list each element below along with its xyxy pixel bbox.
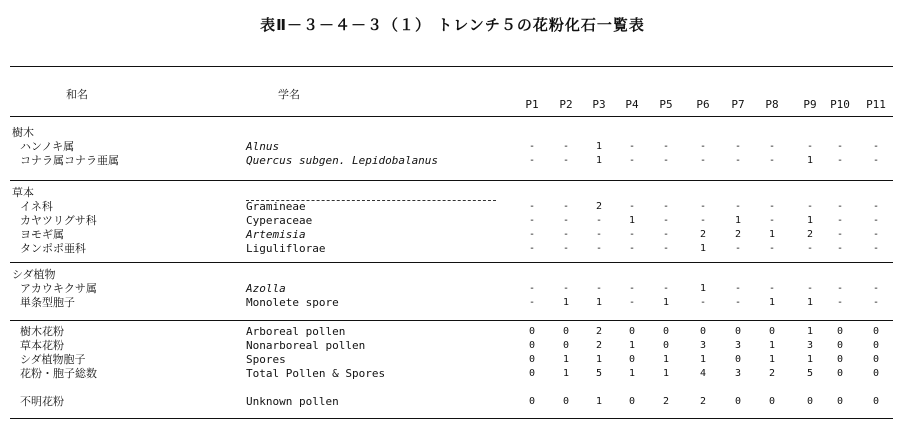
table-cell: 0 bbox=[872, 340, 880, 351]
table-cell: 1 bbox=[662, 354, 670, 365]
table-cell: 0 bbox=[562, 340, 570, 351]
table-cell: - bbox=[734, 201, 742, 212]
top-rule bbox=[10, 66, 893, 67]
table-cell: 0 bbox=[836, 326, 844, 337]
row-wamei: カヤツリグサ科 bbox=[20, 214, 97, 227]
table-cell: - bbox=[768, 155, 776, 166]
table-cell: 0 bbox=[662, 340, 670, 351]
table-cell: - bbox=[806, 243, 814, 254]
table-title: 表Ⅱ－３－４－３（１） トレンチ５の花粉化石一覧表 bbox=[260, 16, 645, 34]
table-cell: 2 bbox=[699, 396, 707, 407]
table-cell: - bbox=[836, 201, 844, 212]
table-cell: - bbox=[562, 141, 570, 152]
table-cell: 1 bbox=[768, 340, 776, 351]
table-cell: - bbox=[768, 201, 776, 212]
column-header: P2 bbox=[559, 98, 573, 111]
table-cell: 2 bbox=[662, 396, 670, 407]
column-header: P1 bbox=[525, 98, 539, 111]
row-wamei: タンポポ亜科 bbox=[20, 242, 86, 255]
table-cell: 0 bbox=[768, 326, 776, 337]
table-cell: - bbox=[628, 243, 636, 254]
row-gakumei: Artemisia bbox=[246, 228, 306, 241]
table-cell: - bbox=[806, 283, 814, 294]
row-wamei: 草本花粉 bbox=[20, 339, 64, 352]
table-cell: - bbox=[628, 155, 636, 166]
table-cell: - bbox=[528, 141, 536, 152]
table-cell: - bbox=[662, 201, 670, 212]
table-cell: 1 bbox=[628, 215, 636, 226]
group-label: シダ植物 bbox=[12, 268, 56, 281]
row-wamei: コナラ属コナラ亜属 bbox=[20, 154, 119, 167]
table-cell: 1 bbox=[562, 354, 570, 365]
table-cell: - bbox=[562, 283, 570, 294]
table-cell: - bbox=[528, 201, 536, 212]
table-cell: - bbox=[699, 201, 707, 212]
dashed-rule bbox=[246, 200, 496, 201]
table-cell: 0 bbox=[528, 354, 536, 365]
table-cell: 1 bbox=[806, 155, 814, 166]
table-cell: 0 bbox=[562, 326, 570, 337]
table-cell: - bbox=[836, 283, 844, 294]
row-gakumei: Unknown pollen bbox=[246, 395, 339, 408]
table-cell: - bbox=[595, 283, 603, 294]
table-cell: - bbox=[872, 283, 880, 294]
table-cell: 1 bbox=[662, 297, 670, 308]
table-cell: - bbox=[562, 201, 570, 212]
row-gakumei: Nonarboreal pollen bbox=[246, 339, 366, 352]
row-gakumei: Cyperaceae bbox=[246, 214, 313, 227]
table-cell: - bbox=[768, 215, 776, 226]
table-cell: - bbox=[699, 297, 707, 308]
column-header: P5 bbox=[659, 98, 673, 111]
table-cell: 3 bbox=[699, 340, 707, 351]
table-cell: - bbox=[628, 283, 636, 294]
table-cell: 0 bbox=[699, 326, 707, 337]
row-gakumei: Alnus bbox=[246, 140, 280, 153]
table-cell: - bbox=[836, 297, 844, 308]
table-cell: - bbox=[836, 141, 844, 152]
column-header: P11 bbox=[866, 98, 886, 111]
table-cell: 0 bbox=[836, 354, 844, 365]
table-cell: - bbox=[595, 215, 603, 226]
table-cell: 1 bbox=[595, 396, 603, 407]
table-cell: 1 bbox=[806, 297, 814, 308]
row-gakumei: Quercus subgen. Lepidobalanus bbox=[246, 154, 439, 167]
table-cell: 0 bbox=[662, 326, 670, 337]
table-cell: - bbox=[734, 141, 742, 152]
table-cell: 3 bbox=[806, 340, 814, 351]
table-cell: 1 bbox=[734, 215, 742, 226]
group-rule bbox=[10, 180, 893, 181]
row-wamei: シダ植物胞子 bbox=[20, 353, 86, 366]
table-cell: 0 bbox=[734, 326, 742, 337]
table-cell: 0 bbox=[836, 340, 844, 351]
table-cell: - bbox=[872, 201, 880, 212]
table-cell: 3 bbox=[734, 368, 742, 379]
column-header: P7 bbox=[731, 98, 745, 111]
table-cell: 0 bbox=[528, 340, 536, 351]
column-header: P6 bbox=[696, 98, 710, 111]
table-cell: 5 bbox=[806, 368, 814, 379]
table-cell: 0 bbox=[528, 326, 536, 337]
table-cell: 1 bbox=[562, 297, 570, 308]
table-cell: 1 bbox=[768, 229, 776, 240]
header-wamei: 和名 bbox=[66, 88, 88, 101]
table-cell: 1 bbox=[628, 368, 636, 379]
table-cell: 1 bbox=[699, 354, 707, 365]
table-cell: 0 bbox=[562, 396, 570, 407]
table-cell: - bbox=[768, 243, 776, 254]
table-cell: 5 bbox=[595, 368, 603, 379]
table-cell: 0 bbox=[734, 396, 742, 407]
table-cell: - bbox=[528, 215, 536, 226]
table-cell: 1 bbox=[628, 340, 636, 351]
table-cell: 0 bbox=[768, 396, 776, 407]
table-cell: - bbox=[734, 155, 742, 166]
table-cell: 1 bbox=[806, 326, 814, 337]
row-wamei: 単条型胞子 bbox=[20, 296, 75, 309]
table-cell: 2 bbox=[734, 229, 742, 240]
table-cell: - bbox=[872, 215, 880, 226]
table-cell: - bbox=[836, 155, 844, 166]
table-cell: - bbox=[872, 141, 880, 152]
table-cell: 1 bbox=[562, 368, 570, 379]
table-cell: 0 bbox=[628, 326, 636, 337]
table-cell: 0 bbox=[872, 368, 880, 379]
row-gakumei: Arboreal pollen bbox=[246, 325, 346, 338]
table-cell: - bbox=[628, 229, 636, 240]
bottom-rule bbox=[10, 418, 893, 419]
table-cell: 2 bbox=[768, 368, 776, 379]
table-cell: 3 bbox=[734, 340, 742, 351]
table-cell: - bbox=[872, 297, 880, 308]
table-cell: - bbox=[734, 243, 742, 254]
table-cell: - bbox=[528, 243, 536, 254]
table-cell: 2 bbox=[806, 229, 814, 240]
table-cell: 1 bbox=[806, 354, 814, 365]
table-cell: - bbox=[768, 141, 776, 152]
row-gakumei: Spores bbox=[246, 353, 286, 366]
header-rule bbox=[10, 116, 893, 117]
table-cell: 0 bbox=[528, 396, 536, 407]
table-cell: 1 bbox=[699, 243, 707, 254]
column-header: P4 bbox=[625, 98, 639, 111]
table-cell: - bbox=[662, 243, 670, 254]
table-cell: - bbox=[528, 155, 536, 166]
table-cell: - bbox=[528, 229, 536, 240]
row-gakumei: Gramineae bbox=[246, 200, 306, 213]
table-cell: 0 bbox=[872, 326, 880, 337]
row-wamei: アカウキクサ属 bbox=[20, 282, 97, 295]
group-rule bbox=[10, 320, 893, 321]
group-label: 樹木 bbox=[12, 126, 34, 139]
table-cell: 0 bbox=[806, 396, 814, 407]
table-cell: - bbox=[836, 229, 844, 240]
table-cell: - bbox=[628, 297, 636, 308]
row-gakumei: Monolete spore bbox=[246, 296, 339, 309]
table-cell: 1 bbox=[595, 141, 603, 152]
table-cell: 0 bbox=[836, 396, 844, 407]
table-cell: - bbox=[562, 215, 570, 226]
table-cell: 0 bbox=[872, 354, 880, 365]
table-cell: 0 bbox=[734, 354, 742, 365]
table-cell: 0 bbox=[628, 354, 636, 365]
table-cell: 4 bbox=[699, 368, 707, 379]
row-wamei: イネ科 bbox=[20, 200, 53, 213]
table-cell: - bbox=[662, 141, 670, 152]
table-cell: 0 bbox=[628, 396, 636, 407]
table-cell: - bbox=[662, 229, 670, 240]
group-label: 草本 bbox=[12, 186, 34, 199]
table-cell: - bbox=[628, 141, 636, 152]
row-gakumei: Liguliflorae bbox=[246, 242, 326, 255]
table-cell: 1 bbox=[595, 297, 603, 308]
table-cell: - bbox=[562, 155, 570, 166]
table-cell: 1 bbox=[662, 368, 670, 379]
column-header: P9 bbox=[803, 98, 817, 111]
table-cell: - bbox=[699, 215, 707, 226]
table-cell: 2 bbox=[595, 201, 603, 212]
table-cell: - bbox=[628, 201, 636, 212]
table-cell: - bbox=[699, 155, 707, 166]
table-cell: - bbox=[872, 229, 880, 240]
table-cell: 1 bbox=[699, 283, 707, 294]
table-cell: - bbox=[768, 283, 776, 294]
row-wamei: 不明花粉 bbox=[20, 395, 64, 408]
row-wamei: 樹木花粉 bbox=[20, 325, 64, 338]
table-cell: 2 bbox=[699, 229, 707, 240]
table-cell: 1 bbox=[595, 354, 603, 365]
row-wamei: 花粉・胞子総数 bbox=[20, 367, 97, 380]
table-cell: - bbox=[562, 229, 570, 240]
table-cell: - bbox=[699, 141, 707, 152]
table-cell: - bbox=[734, 283, 742, 294]
table-cell: 0 bbox=[836, 368, 844, 379]
table-cell: 2 bbox=[595, 326, 603, 337]
table-cell: 1 bbox=[768, 297, 776, 308]
table-cell: 1 bbox=[768, 354, 776, 365]
row-wamei: ヨモギ属 bbox=[20, 228, 64, 241]
table-cell: - bbox=[806, 141, 814, 152]
table-cell: 0 bbox=[528, 368, 536, 379]
row-gakumei: Azolla bbox=[246, 282, 286, 295]
row-wamei: ハンノキ属 bbox=[20, 140, 75, 153]
header-gakumei: 学名 bbox=[278, 88, 300, 101]
table-cell: - bbox=[595, 243, 603, 254]
table-cell: - bbox=[806, 201, 814, 212]
column-header: P3 bbox=[592, 98, 606, 111]
table-cell: - bbox=[662, 155, 670, 166]
table-cell: - bbox=[562, 243, 570, 254]
table-cell: 1 bbox=[595, 155, 603, 166]
table-cell: - bbox=[528, 283, 536, 294]
table-cell: - bbox=[872, 243, 880, 254]
table-cell: - bbox=[662, 215, 670, 226]
table-cell: 2 bbox=[595, 340, 603, 351]
table-cell: - bbox=[595, 229, 603, 240]
table-cell: - bbox=[872, 155, 880, 166]
table-cell: - bbox=[836, 215, 844, 226]
table-cell: - bbox=[734, 297, 742, 308]
column-header: P8 bbox=[765, 98, 779, 111]
group-rule bbox=[10, 262, 893, 263]
table-cell: - bbox=[528, 297, 536, 308]
row-gakumei: Total Pollen & Spores bbox=[246, 367, 386, 380]
table-cell: - bbox=[662, 283, 670, 294]
table-cell: 0 bbox=[872, 396, 880, 407]
table-cell: - bbox=[836, 243, 844, 254]
column-header: P10 bbox=[830, 98, 850, 111]
table-cell: 1 bbox=[806, 215, 814, 226]
